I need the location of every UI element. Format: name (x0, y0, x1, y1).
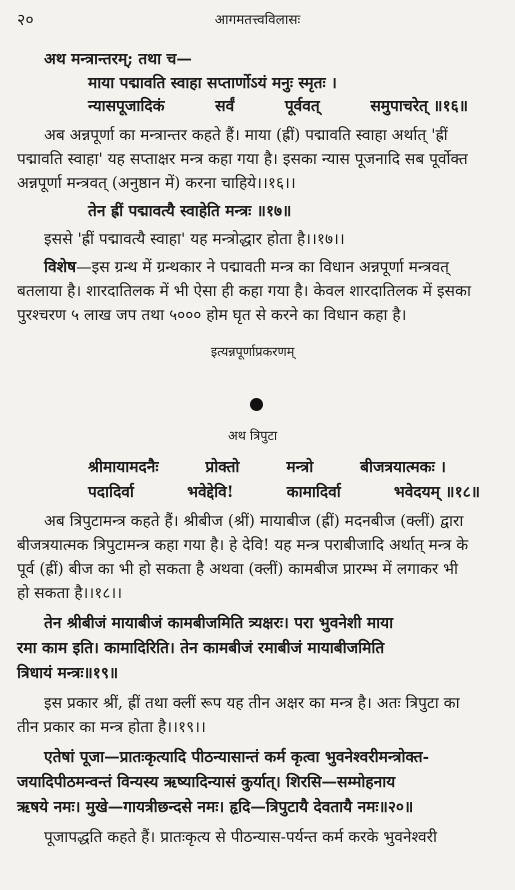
commentary-line: अन्नपूर्णा मन्त्रवत् (अनुष्ठान में) करना चाहिये।।१६।। (17, 174, 296, 192)
sanskrit-commentary-line: रमा काम इति। कामादिरिति। तेन कामबीजं रमाबीजं मायाबीजमिति (17, 638, 385, 657)
section-heading: अथ त्रिपुटा (227, 429, 278, 444)
commentary-line: हो सकता है।।१८।। (17, 584, 123, 602)
verse-word: श्रीमायामदनैः (88, 457, 159, 476)
sanskrit-commentary-line: तेन श्रीबीजं मायाबीजं कामबीजमिति त्र्यक्षरः। परा भुवनेशी माया (44, 613, 394, 632)
sanskrit-commentary-line: ऋषये नमः। मुखे—गायत्रीछन्दसे नमः। हृदि—त्रिपुटायै देवतायै नमः॥२०॥ (17, 797, 414, 816)
commentary-line: पद्मावति स्वाहा' यह सप्ताक्षर मन्त्र कहा गया है। इसका न्यास पूजनादि सब पूर्वोक्त (17, 150, 468, 168)
verse-word: प्रोक्तो (205, 457, 240, 476)
verse-word: भवेद्देवि! (187, 482, 234, 501)
verse-word: न्यासपूजादिकं (88, 96, 165, 115)
commentary-line: इससे 'ह्रीं पद्मावत्यै स्वाहा' यह मन्त्रोद्धार होता है।।१७।। (44, 230, 345, 248)
vishesh-text: —इस ग्रन्थ में ग्रन्थकार ने पद्मावती मन्त्र का विधान अन्नपूर्णा मन्त्रवत् (76, 258, 449, 276)
commentary-line: अब अन्नपूर्णा का मन्त्रान्तर कहते हैं। माया (ह्रीं) पद्मावति स्वाहा अर्थात् 'ह्रीं (44, 126, 448, 144)
sanskrit-commentary-line: जयादिपीठमन्वन्तं विन्यस्य ऋष्यादिन्यासं कुर्यात्। शिरसि—सम्मोहनाय (17, 772, 396, 791)
commentary-line: बतलाया है। शारदातिलक में भी ऐसा ही कहा गया है। केवल शारदातिलक में इसका (17, 282, 471, 300)
section-end-caption: इत्यन्नपूर्णाप्रकरणम् (210, 345, 295, 360)
verse-word: भवेदयम् ॥१८॥ (393, 482, 480, 501)
sanskrit-intro: अथ मन्त्रान्तरम्; तथा च— (44, 49, 192, 68)
page-header (0, 8, 515, 30)
commentary-line: पूर्व (ह्रीं) बीज का भी हो सकता है अथवा (क्लीं) कामबीज प्रारम्भ में लगाकर भी (17, 560, 459, 578)
verse-word: पूर्ववत् (284, 96, 320, 115)
verse-16-line2 (88, 95, 468, 117)
verse-18-line1 (88, 456, 446, 478)
running-title: आगमतत्त्वविलासः (214, 12, 301, 28)
vishesh-note-line (44, 256, 449, 278)
commentary-line: पूजापद्धति कहते हैं। प्रातःकृत्य से पीठन्यास-पर्यन्त कर्म करके भुवनेश्वरी (44, 828, 438, 846)
verse-18-line2 (88, 481, 480, 503)
verse-word: सर्वं (215, 96, 235, 115)
verse-word: कामादिर्वा (286, 482, 341, 501)
commentary-line: इस प्रकार श्रीं, ह्रीं तथा क्लीं रूप यह तीन अक्षर का मन्त्र है। अतः त्रिपुटा का (44, 694, 460, 712)
verse-word: बीजत्रयात्मकः । (360, 457, 446, 476)
verse-16-line1: माया पद्मावति स्वाहा सप्तार्णोऽयं मनुः स्मृतः । (88, 73, 337, 92)
commentary-line: तीन प्रकार का मन्त्र होता है।।१९।। (17, 718, 206, 736)
page-number: २० (17, 10, 34, 29)
sanskrit-commentary-line: एतेषां पूजा—प्रातःकृत्यादि पीठन्यासान्तं कर्म कृत्वा भुवनेश्वरीमन्त्रोक्त- (44, 747, 430, 766)
separator-dot (250, 398, 263, 411)
commentary-line: पुरश्चरण ५ लाख जप तथा ५००० होम घृत से करने का विधान कहा है। (17, 306, 407, 324)
sanskrit-commentary-line: त्रिधायं मन्त्रः॥१९॥ (17, 663, 119, 682)
verse-word: समुपाचरेत् ॥१६॥ (370, 96, 468, 115)
commentary-line: बीजत्रयात्मक त्रिपुटामन्त्र कहा गया है। हे देवि! यह मन्त्र पराबीजादि अर्थात् मन्त्र के (17, 536, 469, 554)
verse-word: मन्त्रो (286, 457, 314, 476)
vishesh-label: विशेष (44, 257, 77, 276)
verse-word: पदादिर्वा (88, 482, 134, 501)
commentary-line: अब त्रिपुटामन्त्र कहते हैं। श्रीबीज (श्रीं) मायाबीज (ह्रीं) मदनबीज (क्लीं) द्वारा (44, 512, 464, 530)
verse-17: तेन ह्रीं पद्मावत्यै स्वाहेति मन्त्रः ॥१७॥ (88, 201, 292, 220)
